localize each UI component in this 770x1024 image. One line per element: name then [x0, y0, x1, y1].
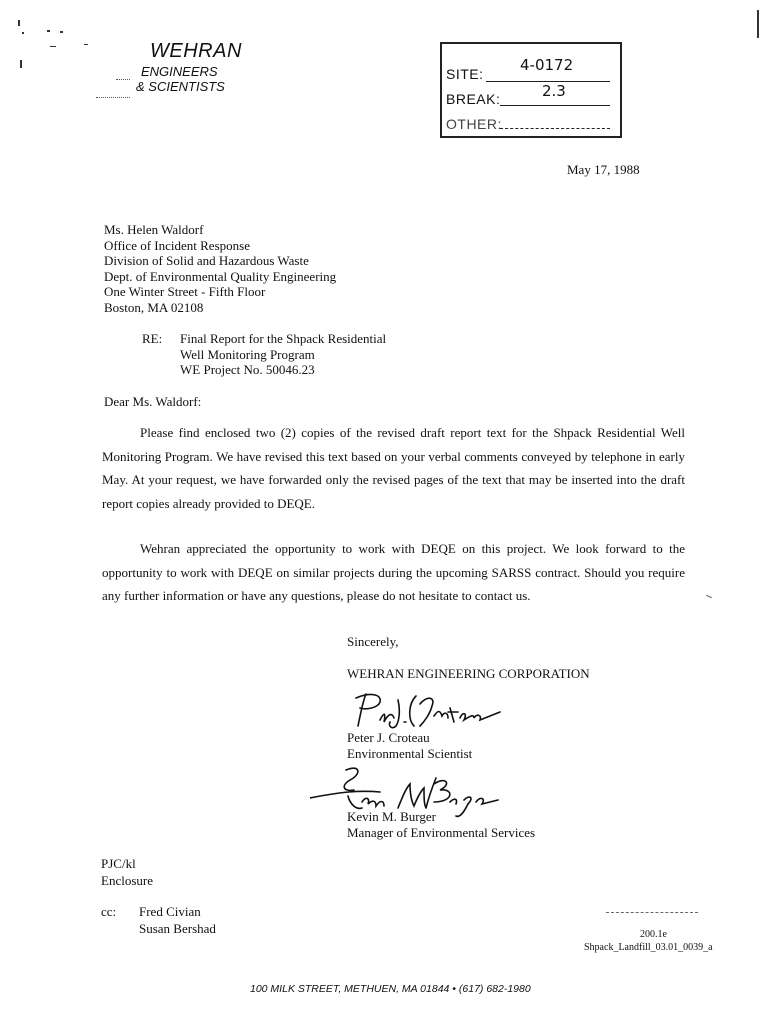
recipient-address [104, 222, 336, 315]
scan-speck [84, 44, 88, 45]
cc-name: Fred Civian [139, 904, 201, 919]
scan-speck [60, 31, 63, 33]
body-paragraph-2 [102, 537, 685, 608]
enclosure-note: Enclosure [101, 873, 153, 888]
signature-croteau [350, 686, 510, 734]
scan-speck [47, 30, 50, 32]
address-line: Office of Incident Response [104, 237, 250, 253]
stamp-other-label: OTHER: [446, 116, 502, 132]
stamp-site-value: 4-0172 [520, 56, 574, 74]
letterhead-footer-address: 100 MILK STREET, METHUEN, MA 01844 • (617) 682-1980 [250, 983, 531, 995]
salutation: Dear Ms. Waldorf: [104, 394, 202, 409]
stamp-break-label: BREAK: [446, 91, 501, 107]
paragraph-text: Wehran appreciated the opportunity to work with DEQE on this project. We look forward to the opportunity to work with DEQE on similar projects during the upcoming SARSS contract. Should you require any further information or have any questions, please do not hesitate to contact us. [102, 541, 685, 603]
scan-speck [18, 20, 20, 26]
re-line: Well Monitoring Program [180, 346, 315, 362]
company-logo-line1: ENGINEERS [141, 64, 218, 79]
scan-speck [22, 32, 24, 34]
letterhead-dots [116, 79, 130, 80]
stamp-break-value: 2.3 [542, 82, 566, 100]
signer2-name: Kevin M. Burger [347, 809, 436, 824]
stamp-site-label: SITE: [446, 66, 484, 82]
cc-name: Susan Bershad [139, 921, 216, 936]
cc-list [139, 903, 216, 937]
margin-mark [706, 595, 712, 598]
scan-speck [757, 10, 759, 38]
scan-speck [50, 46, 56, 47]
re-subject [180, 331, 386, 378]
paragraph-text: Please find enclosed two (2) copies of the revised draft report text for the Shpack Residential Well Monitoring Program. We have revised this text based on your verbal comments conveyed by telephone in early May. At your request, we have forwarded only the revised pages of the text that may be inserted into the draft report copies already provided to DEQE. [102, 425, 685, 511]
typist-initials: PJC/kl [101, 856, 136, 871]
company-logo-line2: & SCIENTISTS [136, 79, 225, 94]
firm-name: WEHRAN ENGINEERING CORPORATION [347, 666, 590, 681]
address-line: One Winter Street - Fifth Floor [104, 284, 266, 299]
company-logo-name: WEHRAN [150, 40, 242, 62]
re-line: WE Project No. 50046.23 [180, 362, 315, 377]
cc-label: cc: [101, 904, 117, 919]
signer1-title: Environmental Scientist [347, 745, 473, 761]
letter-date: May 17, 1988 [567, 162, 640, 177]
doc-code: 200.1e [640, 929, 667, 940]
closing: Sincerely, [347, 634, 399, 649]
address-line: Ms. Helen Waldorf [104, 222, 204, 237]
signer2-title: Manager of Environmental Services [347, 824, 536, 840]
filing-stamp [440, 42, 622, 138]
doc-file-id: Shpack_Landfill_03.01_0039_a [584, 942, 713, 953]
scan-speck [20, 60, 22, 68]
address-line: Boston, MA 02108 [104, 299, 204, 315]
signer1-name: Peter J. Croteau [347, 730, 430, 745]
signer2-block [347, 809, 535, 840]
letterhead-dots [96, 97, 130, 98]
re-line: Final Report for the Shpack Residential [180, 331, 387, 346]
address-line: Division of Solid and Hazardous Waste [104, 253, 309, 268]
stamp-break-line [500, 105, 610, 106]
re-label: RE: [142, 331, 163, 346]
reference-rule [606, 912, 698, 913]
signer1-block [347, 730, 472, 761]
body-paragraph-1 [102, 421, 685, 515]
stamp-other-line [500, 128, 610, 129]
address-line: Dept. of Environmental Quality Engineering [104, 268, 337, 284]
